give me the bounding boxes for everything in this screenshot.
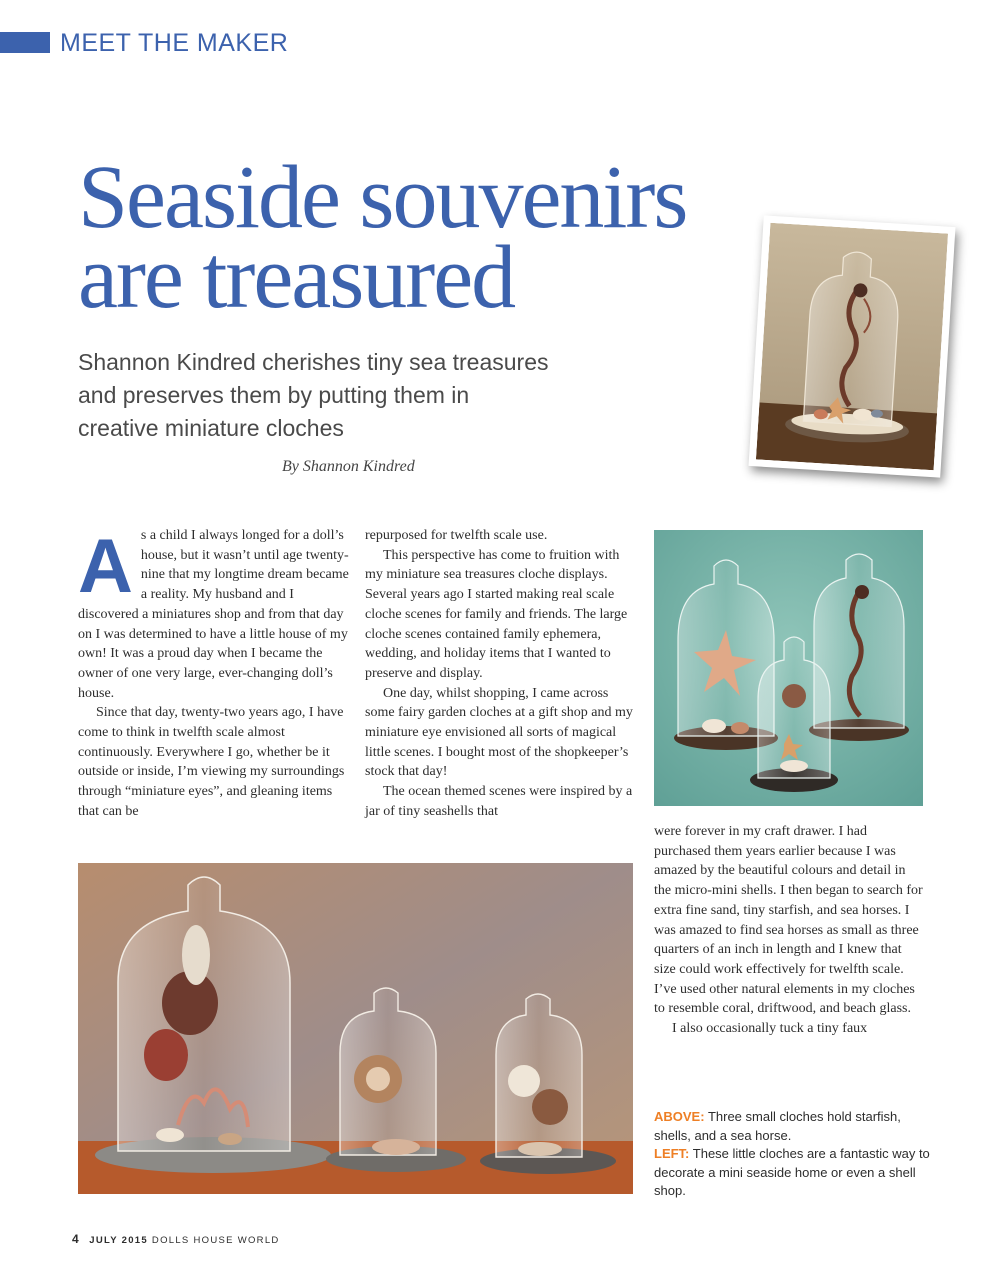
magazine-name: DOLLS HOUSE WORLD — [151, 1235, 280, 1246]
caption-left-label: LEFT: — [654, 1146, 690, 1161]
three-cloches-photo — [654, 530, 923, 806]
headline — [78, 148, 768, 327]
caption-above — [654, 1108, 939, 1145]
headline-line-2: are treasured — [78, 228, 515, 327]
caption-left — [654, 1145, 939, 1201]
standfirst — [78, 346, 658, 445]
paragraph-1 — [78, 526, 353, 703]
cloche-seahorse-photo — [749, 215, 956, 477]
paragraph-6: I also occasionally tuck a tiny faux — [672, 1021, 868, 1037]
article-column-2 — [365, 526, 640, 822]
page-number: 4 — [72, 1232, 80, 1246]
paragraph-2-continued: repurposed for twelfth scale use. — [365, 528, 548, 543]
standfirst-line-3: creative miniature cloches — [78, 415, 344, 441]
shell-cloches-photo — [78, 863, 633, 1194]
paragraph-2: Since that day, twenty-two years ago, I have come to think in twelfth scale almost continuously. Everywhere I go, whether be it outside or inside, I’m viewing my surroundings through “miniature eyes”, and gleaning items that can be — [78, 705, 345, 819]
paragraph-3: This perspective has come to fruition with my miniature sea treasures cloche displays. Several years ago I started making real scale cloche scenes for family and friends. The large cloche scenes contained family ephemera, wedding, and holiday items that I wanted to preserve and display. — [365, 547, 628, 681]
byline: By Shannon Kindred — [282, 458, 415, 475]
caption-above-text: Three small cloches hold starfish, shells, and a sea horse. — [654, 1109, 901, 1143]
article-column-1 — [78, 526, 353, 822]
article-column-3 — [654, 822, 924, 1039]
headline-line-1: Seaside souvenirs — [78, 148, 687, 247]
section-label: MEET THE MAKER — [60, 29, 289, 57]
drop-cap: A — [78, 524, 133, 609]
caption-left-text: These little cloches are a fantastic way to decorate a mini seaside home or even a shell shop. — [654, 1146, 930, 1198]
paragraph-4: One day, whilst shopping, I came across some fairy garden cloches at a gift shop and my miniature eye envisioned all sorts of magical little scenes. I bought most of the shopkeeper’s stock that day! — [365, 685, 633, 780]
paragraph-5-continued: were forever in my craft drawer. I had purchased them years earlier because I was amazed by the beautiful colours and detail in the micro-mini shells. I then began to search for extra fine sand, tiny starfish, and sea horses. I was amazed to find sea horses as small as three quarters of an inch in length and I knew that size could work effectively for twelfth scale. I’ve used other natural elements in my cloches to resemble coral, driftwood, and beach glass. — [654, 824, 923, 1017]
standfirst-line-2: and preserves them by putting them in — [78, 382, 470, 408]
caption-above-label: ABOVE: — [654, 1109, 705, 1124]
paragraph-5: The ocean themed scenes were inspired by a jar of tiny seashells that — [365, 784, 633, 819]
standfirst-line-1: Shannon Kindred cherishes tiny sea treasures — [78, 349, 549, 375]
paragraph-1-text: s a child I always longed for a doll’s house, but it wasn’t until age twenty-nine that my longtime dream became a reality. My husband and I discovered a miniatures shop and from that day on I was determined to have a little house of my own! It was a proud day when I became the owner of one very large, ever-changing doll’s house. — [78, 528, 349, 701]
section-color-bar — [0, 32, 50, 53]
photo-captions — [654, 1108, 939, 1201]
issue-date: JULY 2015 — [89, 1235, 148, 1246]
page-footer — [72, 1232, 280, 1246]
